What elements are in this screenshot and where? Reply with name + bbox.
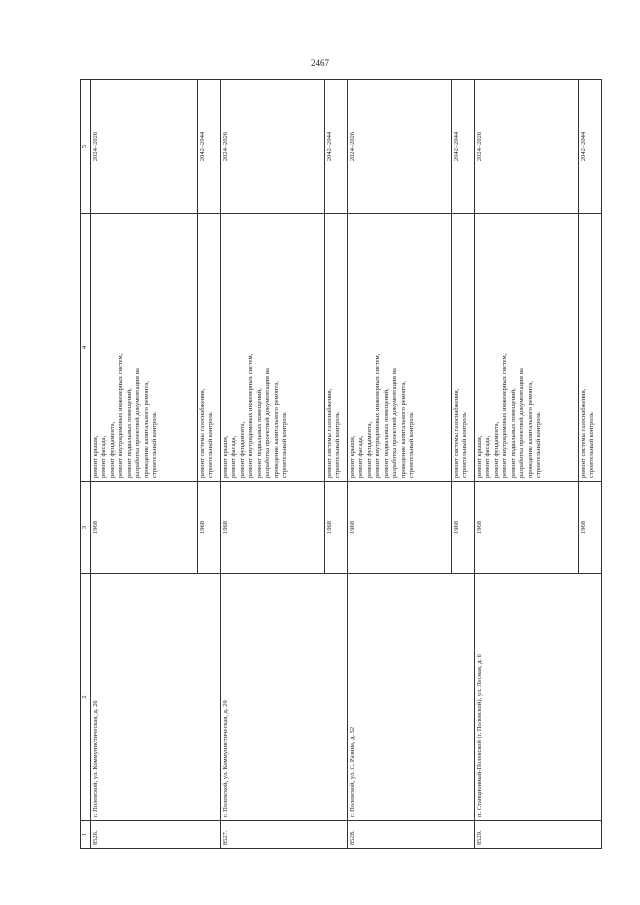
works-cell bbox=[579, 214, 602, 482]
period-cell: 2042–2044 bbox=[452, 80, 475, 214]
work-item: проведение капитального ремонта, bbox=[399, 381, 407, 478]
work-item: ремонт крыши, bbox=[222, 435, 229, 478]
work-item: ремонт подвальных помещений, bbox=[509, 388, 517, 478]
work-item: проведение капитального ремонта, bbox=[526, 381, 534, 478]
year-cell: 1968 bbox=[198, 482, 221, 574]
year-cell: 1968 bbox=[348, 482, 452, 574]
period-cell: 2024–2026 bbox=[348, 80, 452, 214]
work-item: строительный контроль bbox=[334, 412, 342, 478]
work-item: ремонт крыши, bbox=[476, 435, 483, 478]
rotated-table-container bbox=[80, 80, 604, 849]
work-item: ремонт внутридомовых инженерных систем, bbox=[501, 353, 509, 478]
works-cell bbox=[452, 214, 475, 482]
work-item: ремонт крыши, bbox=[92, 435, 99, 478]
address-cell: г. Полевской, ул. Коммунистическая, д. 26 bbox=[91, 574, 221, 821]
work-item: ремонт фасада, bbox=[484, 435, 492, 478]
work-item: ремонт внутридомовых инженерных систем, bbox=[374, 353, 382, 478]
work-item: ремонт внутридомовых инженерных систем, bbox=[117, 353, 125, 478]
work-item: разработка проектной документации на bbox=[518, 368, 526, 478]
period-cell: 2042–2044 bbox=[579, 80, 602, 214]
work-item: строительный контроль bbox=[151, 412, 159, 478]
year-cell: 1968 bbox=[579, 482, 602, 574]
repair-schedule-table bbox=[80, 79, 602, 849]
row-number: 8527. bbox=[221, 821, 348, 849]
work-item: проведение капитального ремонта, bbox=[142, 381, 150, 478]
works-cell bbox=[348, 214, 452, 482]
work-item: ремонт фундамента, bbox=[238, 421, 246, 478]
address-cell: г. Полевской, ул. С. Разина, д. 52 bbox=[348, 574, 475, 821]
work-item: ремонт подвальных помещений, bbox=[255, 388, 263, 478]
work-item: ремонт фасада, bbox=[357, 435, 365, 478]
works-cell bbox=[325, 214, 348, 482]
table-row bbox=[91, 80, 198, 849]
work-item: строительный контроль bbox=[281, 412, 289, 478]
work-item: ремонт системы газоснабжения, bbox=[453, 388, 460, 478]
period-cell: 2042–2044 bbox=[198, 80, 221, 214]
year-cell: 1968 bbox=[221, 482, 325, 574]
works-cell bbox=[91, 214, 198, 482]
work-item: ремонт внутридомовых инженерных систем, bbox=[247, 353, 255, 478]
page-number: 2467 bbox=[311, 58, 329, 68]
work-item: строительный контроль bbox=[461, 412, 469, 478]
work-item: ремонт фундамента, bbox=[365, 421, 373, 478]
address-cell: п. Станционный-Полевской (г. Полевской), ул. Лесная, д. 6 bbox=[475, 574, 602, 821]
address-cell: г. Полевской, ул. Коммунистическая, д. 29 bbox=[221, 574, 348, 821]
row-number: 8529. bbox=[475, 821, 602, 849]
period-cell: 2024–2026 bbox=[91, 80, 198, 214]
work-item: ремонт фасада, bbox=[230, 435, 238, 478]
work-item: разработка проектной документации на bbox=[264, 368, 272, 478]
work-item: строительный контроль bbox=[408, 412, 416, 478]
work-item: ремонт системы газоснабжения, bbox=[199, 388, 206, 478]
year-cell: 1968 bbox=[91, 482, 198, 574]
work-item: ремонт подвальных помещений, bbox=[382, 388, 390, 478]
row-number: 8528. bbox=[348, 821, 475, 849]
header-cell: 2 bbox=[81, 574, 91, 821]
table-row bbox=[475, 80, 579, 849]
works-cell bbox=[198, 214, 221, 482]
work-item: строительный контроль bbox=[207, 412, 215, 478]
header-cell: 3 bbox=[81, 482, 91, 574]
work-item: ремонт крыши, bbox=[349, 435, 356, 478]
header-cell: 4 bbox=[81, 214, 91, 482]
work-item: ремонт фасада, bbox=[100, 435, 108, 478]
header-cell: 5 bbox=[81, 80, 91, 214]
period-cell: 2024–2026 bbox=[221, 80, 325, 214]
works-cell bbox=[221, 214, 325, 482]
work-item: ремонт системы газоснабжения, bbox=[580, 388, 587, 478]
work-item: строительный контроль bbox=[535, 412, 543, 478]
work-item: разработка проектной документации на bbox=[391, 368, 399, 478]
table-row bbox=[348, 80, 452, 849]
work-item: ремонт подвальных помещений, bbox=[125, 388, 133, 478]
row-number: 8526. bbox=[91, 821, 221, 849]
work-item: ремонт системы газоснабжения, bbox=[326, 388, 333, 478]
table-row bbox=[221, 80, 325, 849]
table-header-row bbox=[81, 80, 91, 849]
year-cell: 1968 bbox=[452, 482, 475, 574]
header-cell: 1 bbox=[81, 821, 91, 849]
work-item: строительный контроль bbox=[588, 412, 596, 478]
work-item: ремонт фундамента, bbox=[492, 421, 500, 478]
period-cell: 2042–2044 bbox=[325, 80, 348, 214]
year-cell: 1968 bbox=[475, 482, 579, 574]
work-item: проведение капитального ремонта, bbox=[272, 381, 280, 478]
period-cell: 2024–2026 bbox=[475, 80, 579, 214]
work-item: разработка проектной документации на bbox=[134, 368, 142, 478]
work-item: ремонт фундамента, bbox=[108, 421, 116, 478]
works-cell bbox=[475, 214, 579, 482]
year-cell: 1968 bbox=[325, 482, 348, 574]
